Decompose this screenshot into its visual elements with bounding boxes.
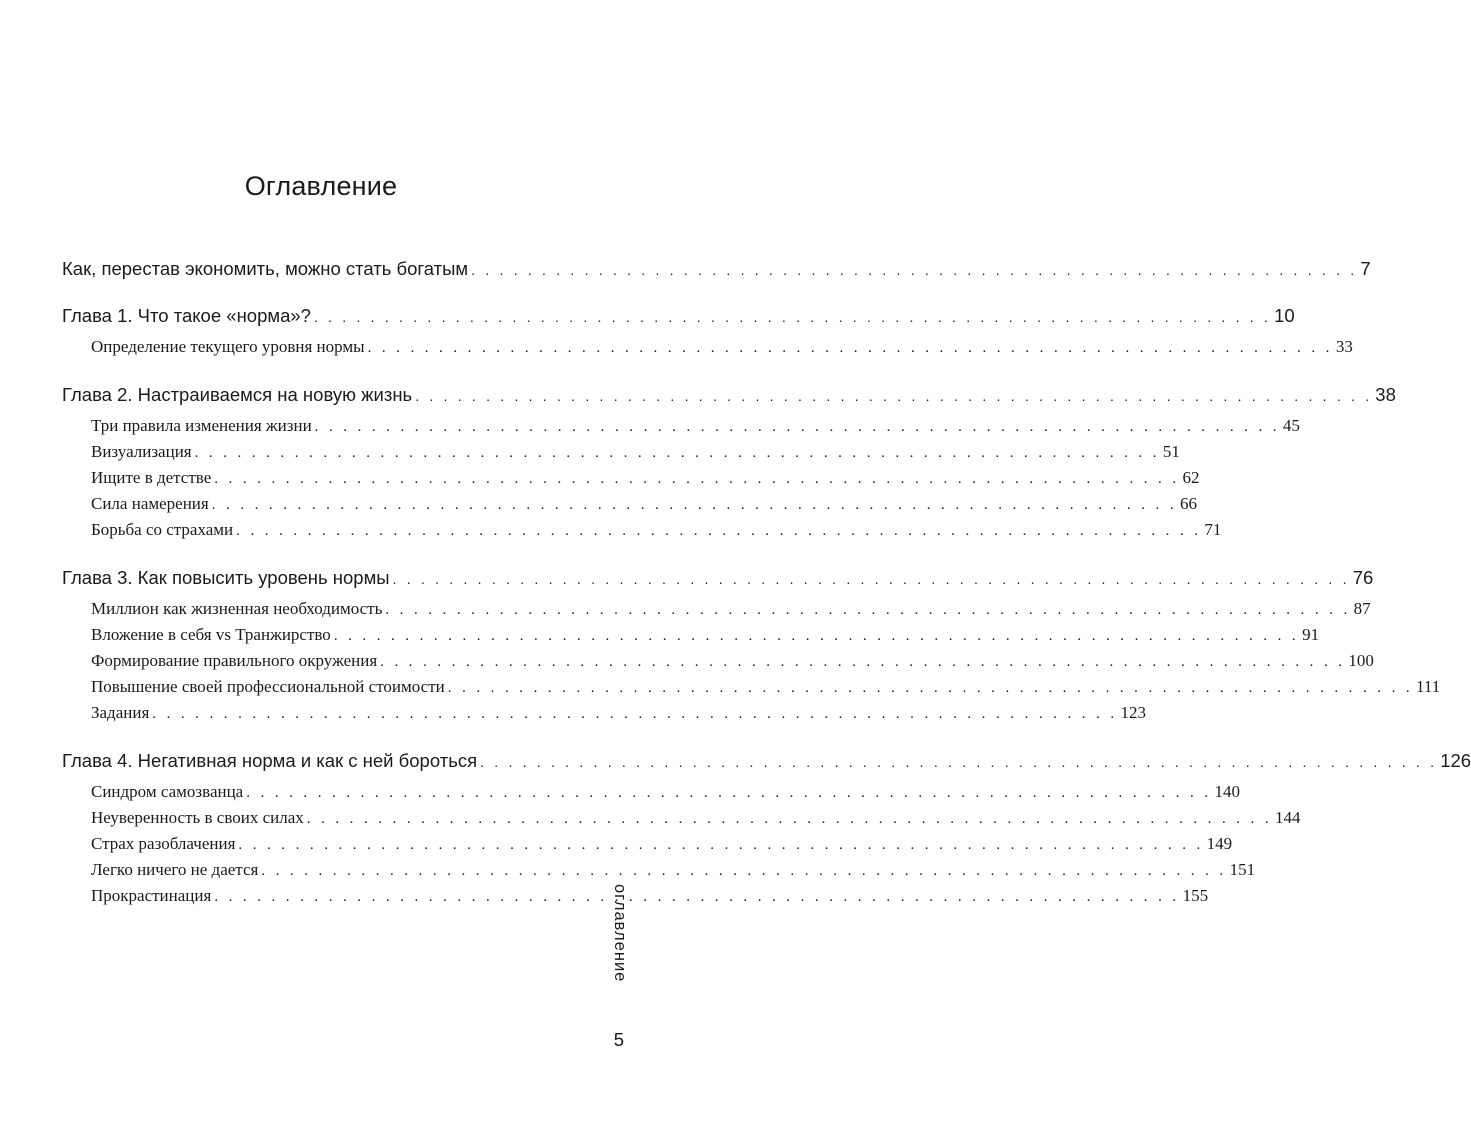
toc-entry-label: Задания (91, 703, 150, 722)
toc-entry-label: Страх разоблачения (91, 834, 236, 853)
toc-chapter-entry[interactable] (62, 384, 1396, 410)
dot-leader: . . . . . . . . . . . . . . . . . . . . . . . . . . . . . . . . . . . . . . . . . . . . . . . . . . . . . . . . . . . . . . . . . . . . (392, 571, 1350, 587)
toc-entry-page: 111 (1416, 677, 1441, 696)
toc-section-entry[interactable] (62, 625, 1320, 651)
dot-leader: . . . . . . . . . . . . . . . . . . . . . . . . . . . . . . . . . . . . . . . . . . . . . . . . . . . . . . . . . . . . . . . . . . . . (447, 680, 1414, 696)
page-number: 5 (613, 1029, 624, 1050)
table-of-contents (62, 258, 1471, 912)
toc-entry-label: Визуализация (91, 442, 192, 461)
group-spacer (62, 363, 584, 384)
toc-entry-page: 151 (1229, 860, 1256, 879)
dot-leader: . . . . . . . . . . . . . . . . . . . . . . . . . . . . . . . . . . . . . . . . . . . . . . . . . . . . . . . . . . . . . . . . . . . . (211, 497, 1177, 513)
running-section-label: оглавление (611, 884, 629, 983)
toc-entry-page: 100 (1348, 651, 1374, 670)
dot-leader: . . . . . . . . . . . . . . . . . . . . . . . . . . . . . . . . . . . . . . . . . . . . . . . . . . . . . . . . . . . . . . . . . . . . (415, 388, 1373, 404)
toc-entry-page: 91 (1302, 625, 1320, 644)
dot-leader: . . . . . . . . . . . . . . . . . . . . . . . . . . . . . . . . . . . . . . . . . . . . . . . . . . . . . . . . . . . . . . . . . . . . (236, 523, 1202, 539)
toc-entry-label: Прокрастинация (91, 886, 212, 905)
toc-section-entry[interactable] (62, 677, 1441, 703)
toc-section-entry[interactable] (62, 860, 1256, 886)
dot-leader: . . . . . . . . . . . . . . . . . . . . . . . . . . . . . . . . . . . . . . . . . . . . . . . . . . . . . . . . . . . . . . . . . . . . (385, 602, 1351, 618)
toc-section-entry[interactable] (62, 520, 1222, 546)
toc-entry-label: Вложение в себя vs Транжирство (91, 625, 331, 644)
toc-entry-label: Как, перестав экономить, можно стать богатым (62, 258, 469, 279)
toc-section-entry[interactable] (62, 494, 1197, 520)
toc-section-entry[interactable] (62, 599, 1371, 625)
toc-entry-label: Ищите в детстве (91, 468, 212, 487)
toc-entry-page: 51 (1162, 442, 1180, 461)
toc-entry-page: 38 (1375, 384, 1396, 405)
dot-leader: . . . . . . . . . . . . . . . . . . . . . . . . . . . . . . . . . . . . . . . . . . . . . . . . . . . . . . . . . . . . . . . . . . . . (214, 889, 1180, 905)
dot-leader: . . . . . . . . . . . . . . . . . . . . . . . . . . . . . . . . . . . . . . . . . . . . . . . . . . . . . . . . . . . . . . . . . . . . (152, 706, 1118, 722)
toc-entry-page: 71 (1204, 520, 1222, 539)
toc-chapter-entry[interactable] (62, 567, 1374, 593)
toc-section-entry[interactable] (62, 886, 1209, 912)
dot-leader: . . . . . . . . . . . . . . . . . . . . . . . . . . . . . . . . . . . . . . . . . . . . . . . . . . . . . . . . . . . . . . . . . . . . (238, 837, 1204, 853)
dot-leader: . . . . . . . . . . . . . . . . . . . . . . . . . . . . . . . . . . . . . . . . . . . . . . . . . . . . . . . . . . . . . . . . . . . . (367, 340, 1333, 356)
toc-entry-label: Глава 4. Негативная норма и как с ней бороться (62, 750, 478, 771)
toc-section-entry[interactable] (62, 834, 1233, 860)
dot-leader: . . . . . . . . . . . . . . . . . . . . . . . . . . . . . . . . . . . . . . . . . . . . . . . . . . . . . . . . . . . . . . . . . . . . (333, 628, 1300, 644)
toc-entry-label: Сила намерения (91, 494, 209, 513)
toc-section-entry[interactable] (62, 651, 1374, 677)
toc-section-entry[interactable] (62, 782, 1240, 808)
dot-leader: . . . . . . . . . . . . . . . . . . . . . . . . . . . . . . . . . . . . . . . . . . . . . . . . . . . . . . . . . . . . . . . . . . . . (194, 445, 1160, 461)
dot-leader: . . . . . . . . . . . . . . . . . . . . . . . . . . . . . . . . . . . . . . . . . . . . . . . . . . . . . . . . . . . . . . . . . . . . (380, 654, 1346, 670)
group-spacer (62, 729, 584, 750)
toc-chapter-entry[interactable] (62, 750, 1471, 776)
toc-entry-label: Неуверенность в своих силах (91, 808, 304, 827)
toc-entry-page: 149 (1206, 834, 1233, 853)
toc-entry-page: 66 (1179, 494, 1197, 513)
toc-entry-label: Три правила изменения жизни (91, 416, 312, 435)
toc-entry-label: Формирование правильного окружения (91, 651, 378, 670)
toc-entry-page: 10 (1274, 305, 1295, 326)
toc-entry-page: 62 (1182, 468, 1200, 487)
toc-entry-page: 7 (1360, 258, 1371, 279)
dot-leader: . . . . . . . . . . . . . . . . . . . . . . . . . . . . . . . . . . . . . . . . . . . . . . . . . . . . . . . . . . . . . . . (471, 262, 1358, 278)
toc-intro-entry[interactable] (62, 258, 1371, 284)
toc-chapter-entry[interactable] (62, 305, 1295, 331)
dot-leader: . . . . . . . . . . . . . . . . . . . . . . . . . . . . . . . . . . . . . . . . . . . . . . . . . . . . . . . . . . . . . . . . . . . . (214, 471, 1180, 487)
toc-section-entry[interactable] (62, 703, 1147, 729)
toc-entry-label: Глава 1. Что такое «норма»? (62, 305, 311, 326)
dot-leader: . . . . . . . . . . . . . . . . . . . . . . . . . . . . . . . . . . . . . . . . . . . . . . . . . . . . . . . . . . . . . . . . . . . . (306, 811, 1273, 827)
group-spacer (62, 284, 584, 305)
dot-leader: . . . . . . . . . . . . . . . . . . . . . . . . . . . . . . . . . . . . . . . . . . . . . . . . . . . . . . . . . . . . . . . . . . . . (261, 863, 1227, 879)
dot-leader: . . . . . . . . . . . . . . . . . . . . . . . . . . . . . . . . . . . . . . . . . . . . . . . . . . . . . . . . . . . . . . . . . . . . (313, 309, 1272, 325)
toc-section-entry[interactable] (62, 442, 1180, 468)
page-title: Оглавление (244, 171, 398, 201)
toc-entry-page: 155 (1182, 886, 1209, 905)
toc-entry-page: 87 (1353, 599, 1371, 618)
group-spacer (62, 546, 584, 567)
toc-entry-label: Глава 3. Как повысить уровень нормы (62, 567, 390, 588)
toc-entry-label: Глава 2. Настраиваемся на новую жизнь (62, 384, 413, 405)
toc-section-entry[interactable] (62, 808, 1301, 834)
toc-entry-page: 140 (1214, 782, 1240, 801)
dot-leader: . . . . . . . . . . . . . . . . . . . . . . . . . . . . . . . . . . . . . . . . . . . . . . . . . . . . . . . . . . . . . . . . . . . . (480, 754, 1438, 770)
dot-leader: . . . . . . . . . . . . . . . . . . . . . . . . . . . . . . . . . . . . . . . . . . . . . . . . . . . . . . . . . . . . . . . . . . . . (246, 785, 1212, 801)
toc-entry-page: 144 (1275, 808, 1301, 827)
toc-entry-page: 123 (1120, 703, 1147, 722)
toc-entry-label: Миллион как жизненная необходимость (91, 599, 383, 618)
toc-entry-page: 76 (1352, 567, 1374, 588)
toc-entry-label: Легко ничего не дается (91, 860, 259, 879)
toc-entry-page: 126 (1440, 750, 1471, 771)
toc-section-entry[interactable] (62, 337, 1353, 363)
toc-section-entry[interactable] (62, 416, 1300, 442)
toc-section-entry[interactable] (62, 468, 1200, 494)
dot-leader: . . . . . . . . . . . . . . . . . . . . . . . . . . . . . . . . . . . . . . . . . . . . . . . . . . . . . . . . . . . . . . . . . . . . (314, 419, 1280, 435)
toc-entry-page: 45 (1282, 416, 1300, 435)
toc-entry-label: Борьба со страхами (91, 520, 234, 539)
toc-entry-label: Синдром самозванца (91, 782, 244, 801)
toc-entry-label: Определение текущего уровня нормы (91, 337, 365, 356)
toc-entry-label: Повышение своей профессиональной стоимости (91, 677, 445, 696)
toc-entry-page: 33 (1335, 337, 1353, 356)
